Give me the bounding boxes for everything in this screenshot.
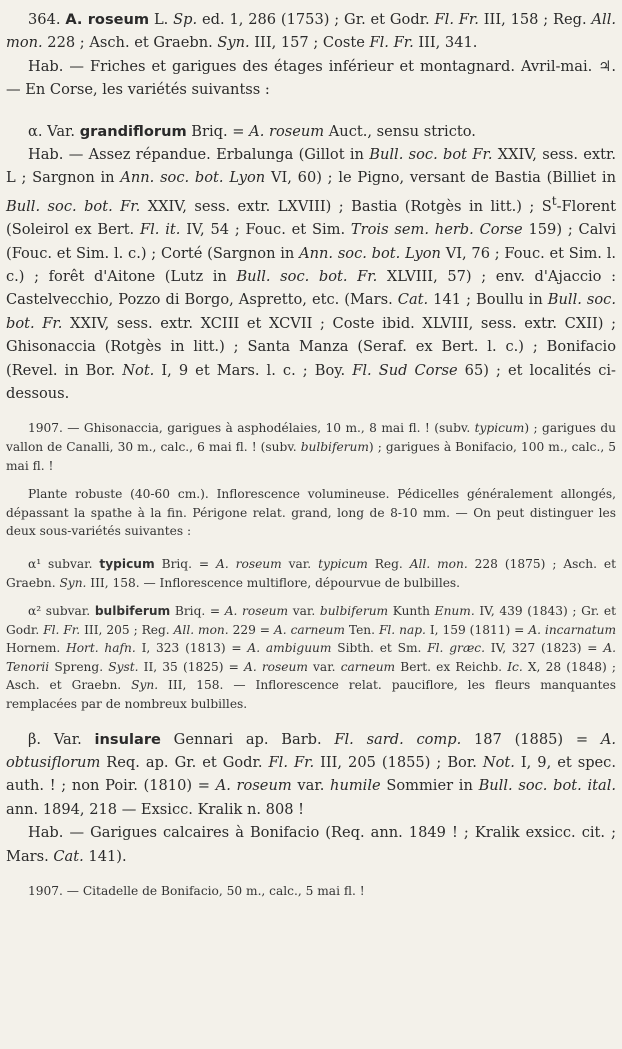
variety-label: Var.	[53, 730, 82, 748]
observation-1907-insulare: 1907. — Citadelle de Bonifacio, 50 m., calc., 5 mai fl. !	[28, 884, 365, 899]
variety-name: insulare	[94, 730, 161, 748]
subvariety-references: Briq. = A. roseum var. bulbiferum Kunth Enum. IV, 439 (1843) ; Gr. et Godr. Fl. Fr. III, 205 ; Reg. All. mon. 229 = A. carneum Ten. Fl. nap. I, 159 (1811) = A. incarnatum Hornem. Hort. hafn. I, 323 (1813) = A. ambiguum Sibth. et Sm. Fl. græc. IV, 327 (1823) = A. Tenorii Spreng. Syst. II, 35 (1825) = A. roseum var. carneum Bert. ex Reichb. Ic. X, 28 (1848) ; Asch. et Graebn. Syn. III, 158. — Inflorescence relat. pauciflore, les fleurs manquantes remplacées par de nombreux bulbilles.	[6, 604, 617, 712]
subvariety-typicum	[6, 555, 616, 592]
entry-364	[6, 8, 616, 55]
variety-name: grandiflorum	[79, 122, 187, 140]
entry-references: L. Sp. ed. 1, 286 (1753) ; Gr. et Godr. Fl. Fr. III, 158 ; Reg. All. mon. 228 ; Asch. et Graebn. Syn. III, 157 ; Coste Fl. Fr. III, 341.	[6, 11, 616, 52]
subvariety-bulbiferum	[6, 602, 616, 714]
variety-references: Briq. = A. roseum Auct., sensu stricto.	[186, 122, 476, 140]
entry-habitat: Hab. — Friches et garigues des étages inférieur et montagnard. Avril-mai. ♃. — En Corse, les variétés suivantss :	[6, 57, 616, 99]
variety-insulare-habitat: Hab. — Garigues calcaires à Bonifacio (Req. ann. 1849 ! ; Kralik exsicc. cit. ; Mars. Cat. 141).	[6, 824, 616, 865]
subvariety-name: typicum	[99, 556, 155, 571]
species-name: A. roseum	[65, 11, 150, 28]
variety-grandiflorum	[6, 120, 616, 143]
variety-grandiflorum-habitat: Hab. — Assez répandue. Erbalunga (Gillot in Bull. soc. bot Fr. XXIV, sess. extr. L ; Sargnon in Ann. soc. bot. Lyon VI, 60) ; le Pigno, versant de Bastia (Billiet in Bull. soc. bot. Fr. XXIV, sess. extr. LXVIII) ; Bastia (Rotgès in litt.) ; $S^t$-Florent (Soleirol ex Bert. Fl. it. IV, 54 ; Fouc. et Sim. Trois sem. herb. Corse 159) ; Calvi (Fouc. et Sim. l. c.) ; Corté (Sargnon in Ann. soc. bot. Lyon VI, 76 ; Fouc. et Sim. l. c.) ; forêt d'Aitone (Lutz in Bull. soc. bot. Fr. XLVIII, 57) ; env. d'Ajaccio : Castelvecchio, Pozzo di Borgo, Aspretto, etc. (Mars. Cat. 141 ; Boullu in Bull. soc. bot. Fr. XXIV, sess. extr. XCIII et XCVII ; Coste ibid. XLVIII, sess. extr. CXII) ; Ghisonaccia (Rotgès in litt.) ; Santa Manza (Seraf. ex Bert. l. c.) ; Bonifacio (Revel. in Bor. Not. I, 9 et Mars. l. c. ; Boy. Fl. Sud Corse 65) ; et localités ci-dessous.	[6, 146, 617, 402]
variety-label: Var.	[47, 122, 76, 140]
variety-marker: α.	[28, 122, 43, 140]
subvariety-name: bulbiferum	[94, 604, 171, 619]
subvariety-references: Briq. = A. roseum var. typicum Reg. All. mon. 228 (1875) ; Asch. et Graebn. Syn. III, 158. — Inflorescence multiflore, dépourvue de bulbilles.	[6, 556, 617, 590]
subvariety-marker: α¹ subvar.	[28, 556, 93, 571]
entry-number: 364.	[28, 11, 61, 28]
variety-insulare	[6, 728, 616, 822]
variety-references: Gennari ap. Barb. Fl. sard. comp. 187 (1885) = A. obtusiflorum Req. ap. Gr. et Godr. Fl. Fr. III, 205 (1855) ; Bor. Not. I, 9, et spec. auth. ! ; non Poir. (1810) = A. roseum var. humile Sommier in Bull. soc. bot. ital. ann. 1894, 218 — Exsicc. Kralik n. 808 !	[6, 730, 617, 818]
observation-1907-grandiflorum: 1907. — Ghisonaccia, garigues à asphodélaies, 10 m., 8 mai fl. ! (subv. typicum) ; garigues du vallon de Canalli, 30 m., calc., 6 mai fl. ! (subv. bulbiferum) ; garigues à Bonifacio, 100 m., calc., 5 mai fl. !	[6, 421, 616, 473]
variety-description: Plante robuste (40-60 cm.). Inflorescence volumineuse. Pédicelles généralement allongés, dépassant la spathe à la fin. Périgone relat. grand, long de 8-10 mm. — On peut distinguer les deux sous-variétés suivantes :	[6, 487, 616, 539]
variety-marker: β.	[28, 730, 42, 748]
subvariety-marker: α² subvar.	[28, 604, 91, 619]
